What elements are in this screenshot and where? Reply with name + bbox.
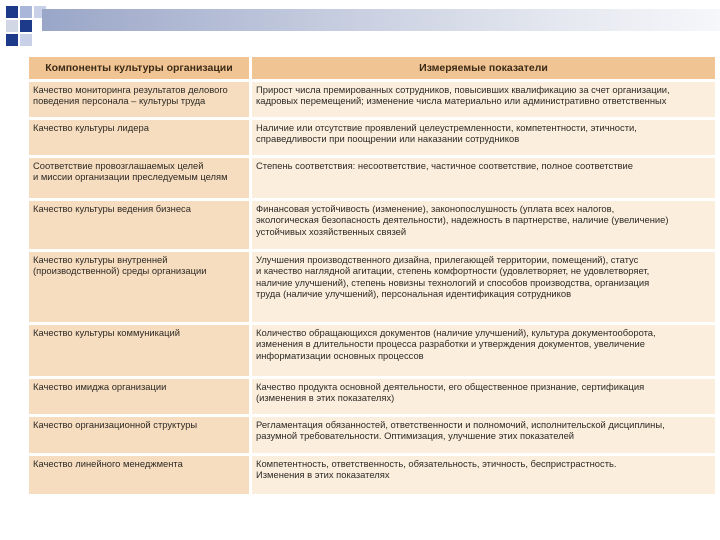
- table-row: [29, 379, 715, 414]
- component-cell: [29, 158, 249, 198]
- decor-square: [20, 20, 32, 32]
- component-cell: [29, 456, 249, 494]
- indicators-text: Улучшения производственного дизайна, прилегающей территории, помещений), статус и качество наглядной агитации, степень комфортности (удовлетворяет, не удовлетворяет, наличие улучшений), степень новизны технологий и способов производства, организация труда (наличие улучшений), персональная идентификация сотрудников: [256, 254, 650, 300]
- decor-square: [20, 6, 32, 18]
- component-text: Качество культуры коммуникаций: [33, 327, 180, 338]
- indicators-text: Качество продукта основной деятельности, его общественное признание, сертификация (изменения в этих показателях): [256, 381, 645, 404]
- component-text: Качество культуры лидера: [33, 122, 149, 133]
- component-text: Качество организационной структуры: [33, 419, 198, 430]
- decor-square: [20, 34, 32, 46]
- indicators-cell: [252, 456, 715, 494]
- indicators-cell: [252, 120, 715, 155]
- component-cell: [29, 120, 249, 155]
- header-indicators: Измеряемые показатели: [252, 57, 715, 79]
- indicators-text: Количество обращающихся документов (наличие улучшений), культура документооборота, изменения в длительности процесса разработки и утверждения документов, увеличение информатизации основных процессов: [256, 327, 656, 361]
- indicators-cell: [252, 201, 715, 249]
- table-row: [29, 456, 715, 494]
- component-cell: [29, 325, 249, 376]
- indicators-cell: [252, 417, 715, 453]
- table-row: [29, 325, 715, 376]
- indicators-cell: [252, 379, 715, 414]
- component-cell: [29, 379, 249, 414]
- title-bar-decor: [42, 9, 720, 31]
- component-text: Качество культуры внутренней (производственной) среды организации: [33, 254, 207, 277]
- indicators-text: Наличие или отсутствие проявлений целеустремленности, компетентности, этичности, справедливости при поощрении или наказании сотрудников: [256, 122, 637, 145]
- indicators-cell: [252, 82, 715, 117]
- table-row: [29, 82, 715, 117]
- decor-square: [6, 6, 18, 18]
- component-cell: [29, 252, 249, 322]
- header-components: Компоненты культуры организации: [29, 57, 249, 79]
- indicators-text: Прирост числа премированных сотрудников, повысивших квалификацию за счет организации, кадровых перемещений; изменение числа материально или административно ответственных: [256, 84, 670, 107]
- table-row: [29, 252, 715, 322]
- indicators-text: Регламентация обязанностей, ответственности и полномочий, исполнительской дисциплины, разумной требовательности. Оптимизация, улучшение этих показателей: [256, 419, 665, 442]
- table-row: [29, 417, 715, 453]
- culture-indicators-table-wrapper: [26, 54, 718, 520]
- indicators-cell: [252, 158, 715, 198]
- component-cell: [29, 82, 249, 117]
- indicators-text: Финансовая устойчивость (изменение), законопослушность (уплата всех налогов, экологическая безопасность деятельности), надежность в партнерстве, наличие (увеличение) устойчивых хозяйственных связей: [256, 203, 669, 237]
- indicators-cell: [252, 325, 715, 376]
- table-header-row: [29, 57, 715, 79]
- culture-indicators-table: [26, 54, 718, 497]
- component-cell: [29, 417, 249, 453]
- component-text: Соответствие провозглашаемых целей и миссии организации преследуемым целям: [33, 160, 228, 183]
- indicators-cell: [252, 252, 715, 322]
- decor-square: [6, 34, 18, 46]
- component-cell: [29, 201, 249, 249]
- table-row: [29, 120, 715, 155]
- component-text: Качество имиджа организации: [33, 381, 167, 392]
- table-row: [29, 158, 715, 198]
- indicators-text: Степень соответствия: несоответствие, частичное соответствие, полное соответствие: [256, 160, 633, 171]
- indicators-text: Компетентность, ответственность, обязательность, этичность, беспристрастность. Изменения в этих показателях: [256, 458, 617, 481]
- component-text: Качество мониторинга результатов делового поведения персонала – культуры труда: [33, 84, 228, 107]
- component-text: Качество линейного менеджмента: [33, 458, 183, 469]
- decor-square: [6, 20, 18, 32]
- component-text: Качество культуры ведения бизнеса: [33, 203, 191, 214]
- table-row: [29, 201, 715, 249]
